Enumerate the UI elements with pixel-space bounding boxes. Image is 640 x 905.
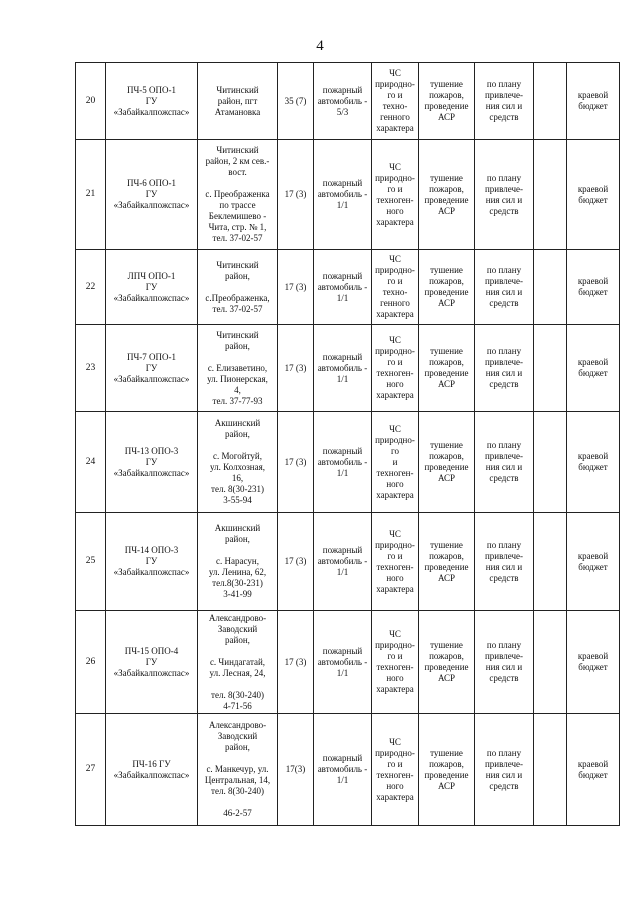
emergency-type: ЧС природно- го и техноген- ного характера bbox=[372, 611, 419, 714]
empty-cell bbox=[534, 140, 567, 250]
unit-name: ПЧ-16 ГУ «Забайкалпожспас» bbox=[106, 714, 198, 826]
task-description: тушение пожаров, проведение АСР bbox=[419, 412, 475, 513]
emergency-type: ЧС природно- го и техноген- ного характера bbox=[372, 140, 419, 250]
deployment-plan: по плану привлече- ния сил и средств bbox=[475, 63, 534, 140]
empty-cell bbox=[534, 611, 567, 714]
emergency-type: ЧС природно- го и техноген- ного характера bbox=[372, 325, 419, 412]
page-number: 4 bbox=[316, 38, 324, 54]
deployment-plan: по плану привлече- ния сил и средств bbox=[475, 325, 534, 412]
table-row bbox=[76, 140, 620, 250]
table-row bbox=[76, 63, 620, 140]
task-description: тушение пожаров, проведение АСР bbox=[419, 611, 475, 714]
unit-location: Александрово- Заводский район, с. Чиндагатай, ул. Лесная, 24, тел. 8(30-240) 4-71-56 bbox=[198, 611, 278, 714]
personnel-count: 17 (3) bbox=[278, 140, 314, 250]
deployment-plan: по плану привлече- ния сил и средств bbox=[475, 513, 534, 611]
table-row bbox=[76, 714, 620, 826]
task-description: тушение пожаров, проведение АСР bbox=[419, 513, 475, 611]
deployment-plan: по плану привлече- ния сил и средств bbox=[475, 412, 534, 513]
row-number: 21 bbox=[76, 140, 106, 250]
unit-name: ПЧ-5 ОПО-1 ГУ «Забайкалпожспас» bbox=[106, 63, 198, 140]
row-number: 25 bbox=[76, 513, 106, 611]
unit-location: Читинский район, 2 км сев.- вост. с. Преображенка по трассе Беклемишево - Чита, стр. № 1, тел. 37-02-57 bbox=[198, 140, 278, 250]
personnel-count: 17 (3) bbox=[278, 412, 314, 513]
table-row bbox=[76, 611, 620, 714]
fire-units-table bbox=[75, 62, 620, 826]
unit-location: Александрово- Заводский район, с. Манкечур, ул. Центральная, 14, тел. 8(30-240) 46-2-57 bbox=[198, 714, 278, 826]
vehicle-info: пожарный автомобиль - 1/1 bbox=[314, 325, 372, 412]
unit-name: ПЧ-7 ОПО-1 ГУ «Забайкалпожспас» bbox=[106, 325, 198, 412]
deployment-plan: по плану привлече- ния сил и средств bbox=[475, 140, 534, 250]
table-body bbox=[76, 63, 620, 826]
empty-cell bbox=[534, 513, 567, 611]
table-row bbox=[76, 513, 620, 611]
task-description: тушение пожаров, проведение АСР bbox=[419, 250, 475, 325]
funding-source: краевой бюджет bbox=[567, 63, 620, 140]
vehicle-info: пожарный автомобиль - 1/1 bbox=[314, 611, 372, 714]
table-row bbox=[76, 412, 620, 513]
row-number: 20 bbox=[76, 63, 106, 140]
unit-location: Акшинский район, с. Нарасун, ул. Ленина, 62, тел.8(30-231) 3-41-99 bbox=[198, 513, 278, 611]
vehicle-info: пожарный автомобиль - 1/1 bbox=[314, 412, 372, 513]
empty-cell bbox=[534, 325, 567, 412]
table-row bbox=[76, 250, 620, 325]
funding-source: краевой бюджет bbox=[567, 325, 620, 412]
unit-location: Акшинский район, с. Могойтуй, ул. Колхозная, 16, тел. 8(30-231) 3-55-94 bbox=[198, 412, 278, 513]
unit-location: Читинский район, с. Елизаветино, ул. Пионерская, 4, тел. 37-77-93 bbox=[198, 325, 278, 412]
row-number: 24 bbox=[76, 412, 106, 513]
task-description: тушение пожаров, проведение АСР bbox=[419, 714, 475, 826]
row-number: 23 bbox=[76, 325, 106, 412]
personnel-count: 17 (3) bbox=[278, 513, 314, 611]
vehicle-info: пожарный автомобиль - 1/1 bbox=[314, 513, 372, 611]
personnel-count: 17 (3) bbox=[278, 250, 314, 325]
personnel-count: 17 (3) bbox=[278, 325, 314, 412]
empty-cell bbox=[534, 250, 567, 325]
vehicle-info: пожарный автомобиль - 1/1 bbox=[314, 714, 372, 826]
vehicle-info: пожарный автомобиль - 1/1 bbox=[314, 250, 372, 325]
emergency-type: ЧС природно- го и техноген- ного характера bbox=[372, 714, 419, 826]
funding-source: краевой бюджет bbox=[567, 250, 620, 325]
empty-cell bbox=[534, 714, 567, 826]
emergency-type: ЧС природно- го и техноген- ного характера bbox=[372, 412, 419, 513]
personnel-count: 17(3) bbox=[278, 714, 314, 826]
row-number: 27 bbox=[76, 714, 106, 826]
personnel-count: 17 (3) bbox=[278, 611, 314, 714]
unit-name: ПЧ-13 ОПО-3 ГУ «Забайкалпожспас» bbox=[106, 412, 198, 513]
funding-source: краевой бюджет bbox=[567, 714, 620, 826]
funding-source: краевой бюджет bbox=[567, 140, 620, 250]
emergency-type: ЧС природно- го и техно- генного характера bbox=[372, 63, 419, 140]
row-number: 22 bbox=[76, 250, 106, 325]
unit-location: Читинский район, пгт Атамановка bbox=[198, 63, 278, 140]
vehicle-info: пожарный автомобиль - 1/1 bbox=[314, 140, 372, 250]
vehicle-info: пожарный автомобиль - 5/3 bbox=[314, 63, 372, 140]
unit-name: ПЧ-15 ОПО-4 ГУ «Забайкалпожспас» bbox=[106, 611, 198, 714]
funding-source: краевой бюджет bbox=[567, 611, 620, 714]
deployment-plan: по плану привлече- ния сил и средств bbox=[475, 250, 534, 325]
deployment-plan: по плану привлече- ния сил и средств bbox=[475, 611, 534, 714]
table-row bbox=[76, 325, 620, 412]
empty-cell bbox=[534, 412, 567, 513]
personnel-count: 35 (7) bbox=[278, 63, 314, 140]
row-number: 26 bbox=[76, 611, 106, 714]
funding-source: краевой бюджет bbox=[567, 513, 620, 611]
empty-cell bbox=[534, 63, 567, 140]
task-description: тушение пожаров, проведение АСР bbox=[419, 140, 475, 250]
task-description: тушение пожаров, проведение АСР bbox=[419, 325, 475, 412]
deployment-plan: по плану привлече- ния сил и средств bbox=[475, 714, 534, 826]
funding-source: краевой бюджет bbox=[567, 412, 620, 513]
unit-name: ЛПЧ ОПО-1 ГУ «Забайкалпожспас» bbox=[106, 250, 198, 325]
unit-name: ПЧ-14 ОПО-3 ГУ «Забайкалпожспас» bbox=[106, 513, 198, 611]
unit-location: Читинский район, с.Преображенка, тел. 37-02-57 bbox=[198, 250, 278, 325]
emergency-type: ЧС природно- го и техно- генного характера bbox=[372, 250, 419, 325]
emergency-type: ЧС природно- го и техноген- ного характера bbox=[372, 513, 419, 611]
unit-name: ПЧ-6 ОПО-1 ГУ «Забайкалпожспас» bbox=[106, 140, 198, 250]
task-description: тушение пожаров, проведение АСР bbox=[419, 63, 475, 140]
